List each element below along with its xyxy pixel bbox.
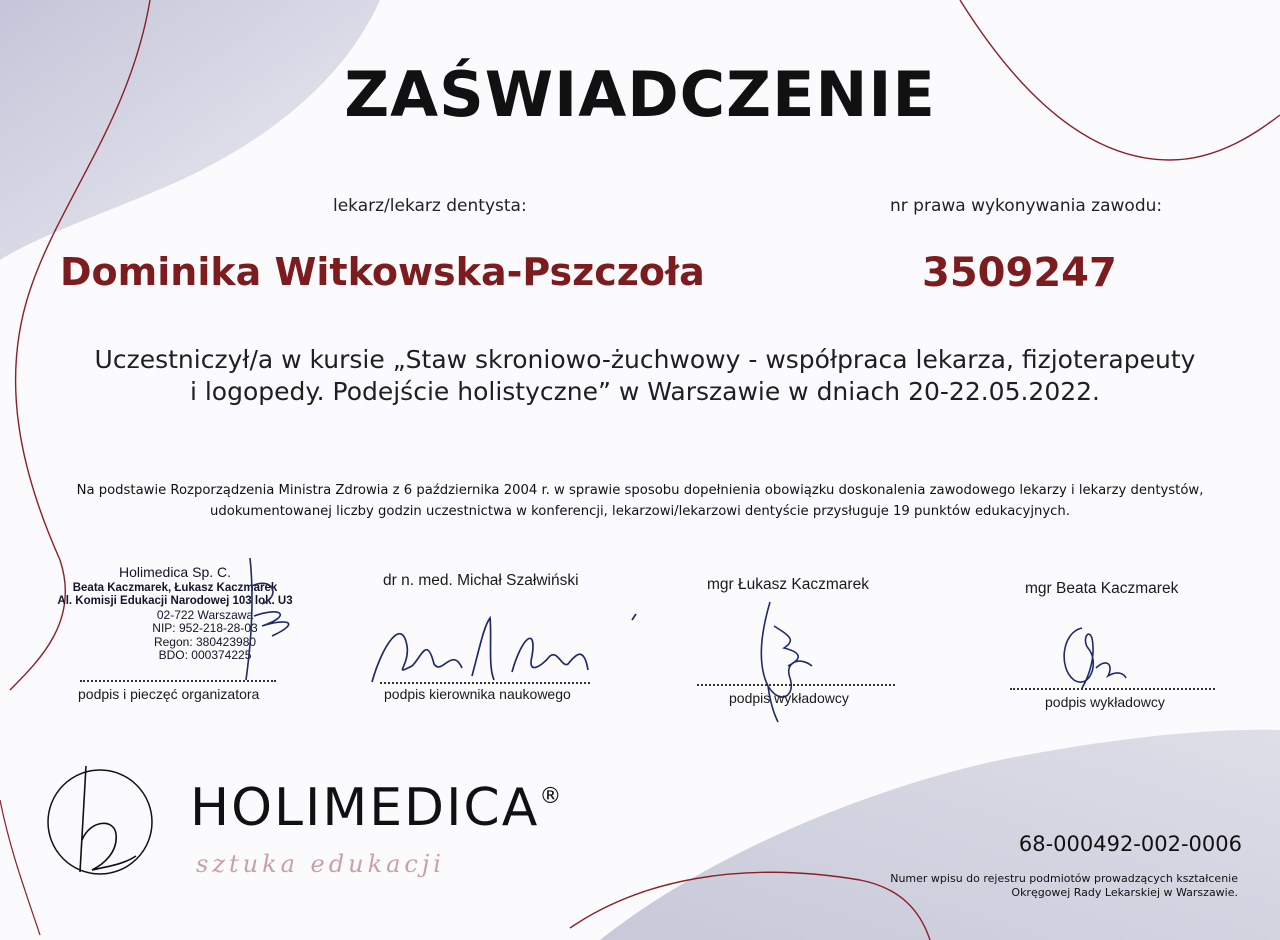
stamp-company: Holimedica Sp. C. bbox=[118, 564, 232, 580]
lecturer-1-caption: podpis wykładowcy bbox=[729, 690, 849, 706]
license-number: 3509247 bbox=[922, 250, 1117, 296]
stamp-address-2: 02-722 Warszawa bbox=[156, 607, 254, 622]
lecturer-1-signature-line bbox=[697, 684, 895, 686]
brand-tagline: sztuka edukacji bbox=[196, 850, 445, 878]
doctor-label: lekarz/lekarz dentysta: bbox=[333, 196, 527, 216]
scientific-director-caption: podpis kierownika naukowego bbox=[384, 686, 571, 702]
course-description bbox=[50, 344, 1240, 408]
organizer-signature bbox=[232, 556, 312, 686]
lecturer-2-name: mgr Beata Kaczmarek bbox=[1025, 580, 1179, 597]
registry-note: Numer wpisu do rejestru podmiotów prowadzących kształcenie Okręgowej Rady Lekarskiej w Warszawie. bbox=[890, 872, 1238, 899]
legal-line-1: Na podstawie Rozporządzenia Ministra Zdrowia z 6 października 2004 r. w sprawie sposobu dopełnienia obowiązku doskonalenia zawodowego lekarzy i lekarzy dentystów, bbox=[76, 483, 1204, 498]
stamp-regon: Regon: 380423980 bbox=[153, 634, 257, 649]
course-line-1: Uczestniczył/a w kursie „Staw skroniowo-żuchwowy - współpraca lekarza, fizjoterapeuty bbox=[94, 345, 1196, 374]
lecturer-2-caption: podpis wykładowcy bbox=[1045, 694, 1165, 710]
license-label: nr prawa wykonywania zawodu: bbox=[890, 196, 1163, 216]
certificate-title: ZAŚWIADCZENIE bbox=[344, 58, 936, 131]
brand-name: HOLIMEDICA bbox=[190, 778, 540, 838]
lecturer-2-signature-line bbox=[1010, 688, 1215, 690]
scientific-director-signature-line bbox=[380, 682, 590, 684]
organizer-caption: podpis i pieczęć organizatora bbox=[78, 686, 260, 702]
stamp-bdo: BDO: 000374225 bbox=[158, 648, 252, 662]
doctor-name: Dominika Witkowska-Pszczoła bbox=[60, 250, 705, 294]
brand-wordmark bbox=[190, 778, 561, 838]
bottom-left-red-curve bbox=[0, 800, 40, 935]
lecturer-1-signature bbox=[740, 596, 830, 726]
legal-basis bbox=[40, 480, 1240, 522]
stamp-nip: NIP: 952-218-28-03 bbox=[152, 621, 258, 635]
scientific-director-name: dr n. med. Michał Szałwiński bbox=[383, 572, 579, 589]
legal-line-2: udokumentowanej liczby godzin uczestnictwa w konferencji, lekarzowi/lekarzowi dentyście przysługuje 19 punktów edukacyjnych. bbox=[210, 504, 1070, 519]
stamp-address-1: Al. Komisji Edukacji Narodowej 103 lok. U3 bbox=[57, 595, 293, 607]
registered-mark: ® bbox=[539, 784, 562, 809]
registry-number: 68-000492-002-0006 bbox=[1018, 832, 1242, 856]
course-line-2: i logopedy. Podejście holistyczne” w Warszawie w dniach 20-22.05.2022. bbox=[189, 377, 1101, 406]
lecturer-2-signature bbox=[1052, 618, 1132, 694]
organizer-signature-line bbox=[80, 680, 276, 682]
lecturer-1-name: mgr Łukasz Kaczmarek bbox=[707, 576, 869, 593]
scientific-director-signature bbox=[362, 606, 642, 690]
holimedica-logo-icon bbox=[44, 760, 164, 880]
stamp-owners: Beata Kaczmarek, Łukasz Kaczmarek bbox=[72, 581, 278, 594]
